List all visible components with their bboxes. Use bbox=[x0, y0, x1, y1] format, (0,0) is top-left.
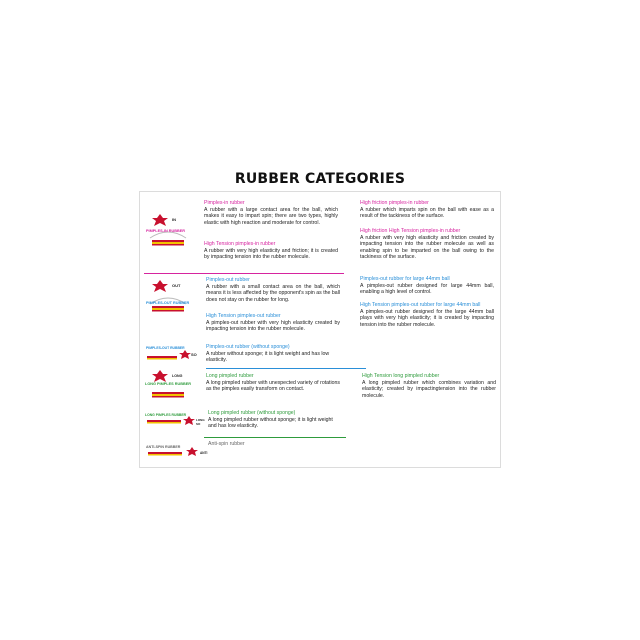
svg-text:LONG: LONG bbox=[196, 418, 205, 422]
pimples-out-no-sponge-label: PIMPLES-OUT RUBBER bbox=[146, 346, 185, 350]
row4-left-title-1: Long pimpled rubber bbox=[206, 373, 254, 379]
row2-right-block bbox=[360, 276, 494, 296]
row1-divider bbox=[144, 273, 344, 274]
row2-right-block-2 bbox=[360, 302, 494, 328]
row3-left-body-1: A rubber without sponge; it is light weight and has low elasticity. bbox=[206, 350, 330, 364]
row2-left-title-2: High Tension pimples-out rubber bbox=[206, 313, 281, 319]
long-pimples-icon-label: LONG PIMPLES RUBBER bbox=[145, 382, 191, 386]
svg-text:OUT: OUT bbox=[172, 283, 181, 288]
row2-left-title-1: Pimples-out rubber bbox=[206, 277, 250, 283]
svg-text:SO: SO bbox=[196, 422, 201, 426]
row5-left-body-1: A long pimpled rubber without sponge; it is light weight and has low elasticity. bbox=[208, 416, 333, 430]
svg-text:ANTI: ANTI bbox=[200, 451, 208, 455]
row2-right-title-2: High Tension pimples-out rubber for large 44mm ball bbox=[360, 302, 481, 308]
row2-left-body-2: A pimples-out rubber with very high elasticity created by impacting tension into the rubber molecule. bbox=[206, 319, 340, 333]
row1-right-title-2: High friction High Tension pimples-in rubber bbox=[360, 228, 461, 234]
row3-left-block bbox=[206, 344, 340, 364]
pimples-out-rubber-icon bbox=[148, 278, 188, 314]
row4-left-block bbox=[206, 373, 340, 393]
row2-right-body-2: A pimples-out rubber designed for the large 44mm ball plays with very high elasticity; it is created by impacting tension into the rubber molecule. bbox=[360, 308, 494, 328]
row2-left-block-2 bbox=[206, 313, 340, 333]
row1-right-block-2 bbox=[360, 228, 494, 261]
row3-left-title-1: Pimples-out rubber (without sponge) bbox=[206, 344, 290, 350]
svg-text:SO: SO bbox=[191, 352, 197, 357]
row2-right-title-1: Pimples-out rubber for large 44mm ball bbox=[360, 276, 450, 282]
anti-spin-icon-label: ANTI-SPIN RUBBER bbox=[146, 445, 181, 449]
row1-right-block bbox=[360, 200, 494, 220]
row6-left-block bbox=[208, 441, 342, 448]
row5-divider bbox=[204, 437, 346, 438]
row1-right-title-1: High friction pimples-in rubber bbox=[360, 200, 429, 206]
page-title: RUBBER CATEGORIES bbox=[234, 171, 406, 187]
row4-right-body-1: A long pimpled rubber which combines variation and elasticity; created by impactingtension into the rubber molecule. bbox=[362, 379, 496, 399]
rubber-categories-card bbox=[139, 191, 501, 468]
row4-left-body-1: A long pimpled rubber with unexpected variety of rotations as the pimples easily transform on contact. bbox=[206, 379, 340, 393]
row2-left-block bbox=[206, 277, 340, 303]
row1-left-block-2 bbox=[204, 241, 338, 261]
row5-left-title-1: Long pimpled rubber (without sponge) bbox=[208, 410, 296, 416]
row1-right-body-1: A rubber which imparts spin on the ball with ease as a result of the tackiness of the surface. bbox=[360, 206, 494, 220]
svg-text:LONG: LONG bbox=[172, 374, 183, 378]
row4-right-block bbox=[362, 373, 496, 399]
row1-left-title-2: High Tension pimples-in rubber bbox=[204, 241, 276, 247]
row2-left-body-1: A rubber with a small contact area on the ball, which means it is less affected by the opponent's spin as the ball does not stay on the rubber for long. bbox=[206, 283, 340, 303]
pimples-in-icon-label: PIMPLES-IN RUBBER bbox=[146, 229, 186, 233]
row1-left-title-1: Pimples-in rubber bbox=[204, 200, 245, 206]
long-pimples-no-sponge-label: LONG PIMPLES RUBBER bbox=[145, 413, 187, 417]
pimples-out-icon-label: PIMPLES-OUT RUBBER bbox=[146, 301, 190, 305]
svg-text:IN: IN bbox=[172, 217, 176, 222]
row3-divider bbox=[206, 368, 366, 369]
row2-right-body-1: A pimples-out rubber designed for large 44mm ball, enabling a high level of control. bbox=[360, 282, 494, 296]
row1-left-body-2: A rubber with very high elasticity and friction; it is created by impacting tension into the rubber molecule. bbox=[204, 247, 338, 261]
row1-left-body-1: A rubber with a large contact area for the ball, which makes it easy to impart spin; there are two types, highly elastic with high reaction and moderate for control. bbox=[204, 206, 338, 226]
row5-left-block bbox=[208, 410, 342, 430]
row4-right-title-1: High Tension long pimpled rubber bbox=[362, 373, 440, 379]
row6-left-title-1: Anti-spin rubber bbox=[208, 441, 245, 447]
row1-left-block bbox=[204, 200, 338, 226]
row1-right-body-2: A rubber with very high elasticity and friction created by impacting tension into the rubber molecule as well as enabling spin to be imparted on the ball owing to the tackiness of the surface. bbox=[360, 234, 494, 261]
